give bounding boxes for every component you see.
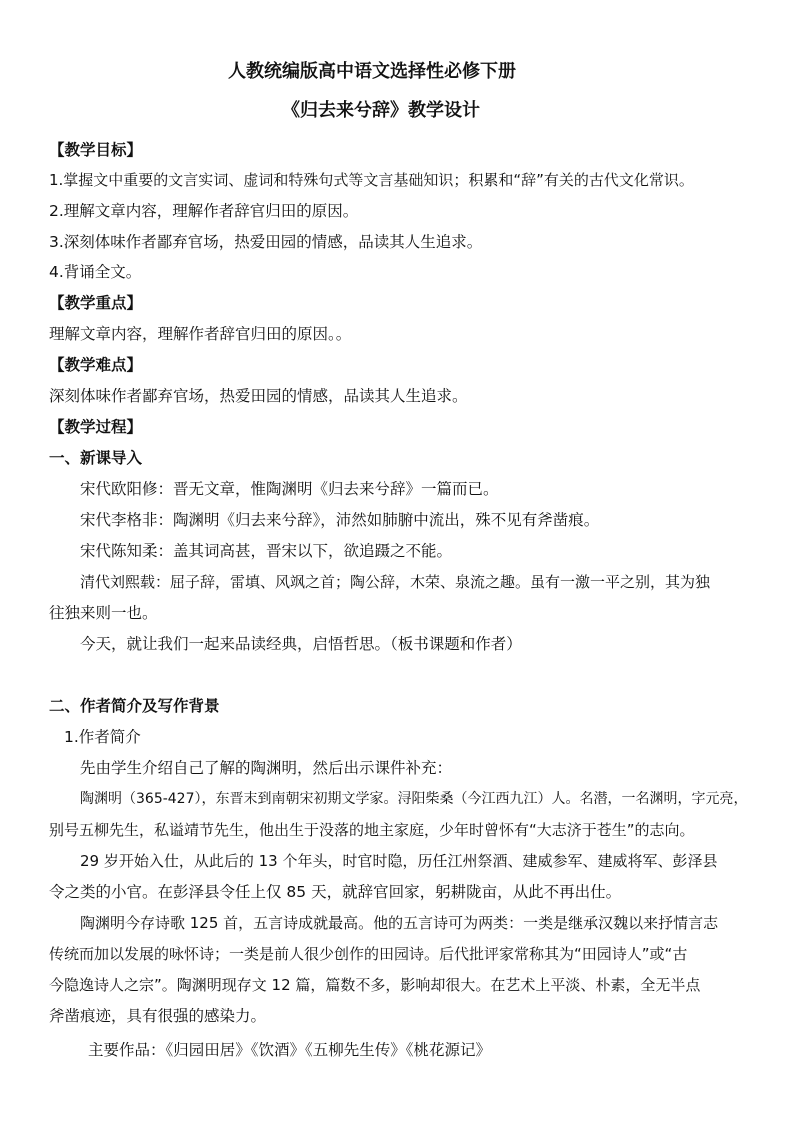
section2-line: 别号五柳先生，私谥靖节先生，他出生于没落的地主家庭，少年时曾怀有“大志济于苍生”的志向。 [49, 821, 695, 839]
objective-item-2: 2.理解文章内容，理解作者辞官归田的原因。 [49, 202, 359, 220]
objective-item-1: 1.掌握文中重要的文言实词、虚词和特殊句式等文言基础知识；积累和“辞”有关的古代文化常识。 [49, 171, 694, 189]
section2-line: 先由学生介绍自己了解的陶渊明，然后出示课件补充： [80, 759, 453, 777]
section2-line: 令之类的小官。在彭泽县令任上仅 85 天，就辞官回家，躬耕陇亩，从此不再出仕。 [49, 883, 622, 901]
section2-line: 主要作品：《归园田居》《饮酒》《五柳先生传》《桃花源记》 [88, 1041, 492, 1059]
section2-subheading: 1.作者简介 [64, 728, 141, 746]
section1-heading: 一、新课导入 [49, 449, 143, 467]
section1-line: 往独来则一也。 [49, 604, 158, 622]
section2-line: 今隐逸诗人之宗”。陶渊明现存文 12 篇，篇数不多，影响却很大。在艺术上平淡、朴素，全无半点 [49, 976, 701, 994]
objectives-heading: 【教学目标】 [49, 141, 143, 159]
key-points-heading: 【教学重点】 [49, 294, 143, 312]
section1-line: 清代刘熙载：屈子辞，雷填、风飒之首；陶公辞，木荣、泉流之趣。虽有一激一平之别，其为独 [80, 573, 711, 591]
document-subtitle: 《归去来兮辞》教学设计 [282, 100, 480, 121]
section2-heading: 二、作者简介及写作背景 [49, 697, 220, 715]
difficulties-text: 深刻体味作者鄙弃官场，热爱田园的情感，品读其人生追求。 [49, 387, 468, 405]
section1-line: 今天，就让我们一起来品读经典，启悟哲思。（板书课题和作者） [80, 635, 522, 653]
objective-item-3: 3.深刻体味作者鄙弃官场，热爱田园的情感，品读其人生追求。 [49, 233, 483, 251]
section2-line: 斧凿痕迹，具有很强的感染力。 [49, 1007, 267, 1025]
document-title: 人教统编版高中语文选择性必修下册 [228, 61, 516, 82]
section1-line: 宋代欧阳修：晋无文章，惟陶渊明《归去来兮辞》一篇而已。 [80, 480, 499, 498]
objective-item-4: 4.背诵全文。 [49, 263, 142, 281]
section1-line: 宋代李格非：陶渊明《归去来兮辞》，沛然如肺腑中流出，殊不见有斧凿痕。 [80, 511, 600, 529]
section1-line: 宋代陈知柔：盖其词高甚，晋宋以下，欲追蹑之不能。 [80, 542, 453, 560]
section2-line: 29 岁开始入仕，从此后的 13 个年头，时官时隐，历任江州祭酒、建威参军、建威将军、彭泽县 [80, 852, 718, 870]
process-heading: 【教学过程】 [49, 418, 143, 436]
difficulties-heading: 【教学难点】 [49, 356, 143, 374]
key-points-text: 理解文章内容，理解作者辞官归田的原因。。 [49, 325, 352, 343]
section2-line: 传统而加以发展的咏怀诗；一类是前人很少创作的田园诗。后代批评家常称其为“田园诗人”或“古 [49, 945, 688, 963]
section2-line: 陶渊明今存诗歌 125 首，五言诗成就最高。他的五言诗可为两类：一类是继承汉魏以来抒情言志 [80, 914, 719, 932]
section2-line: 陶渊明（365-427），东晋末到南朝宋初期文学家。浔阳柴桑（今江西九江）人。名潜，一名渊明，字元亮， [80, 791, 748, 807]
